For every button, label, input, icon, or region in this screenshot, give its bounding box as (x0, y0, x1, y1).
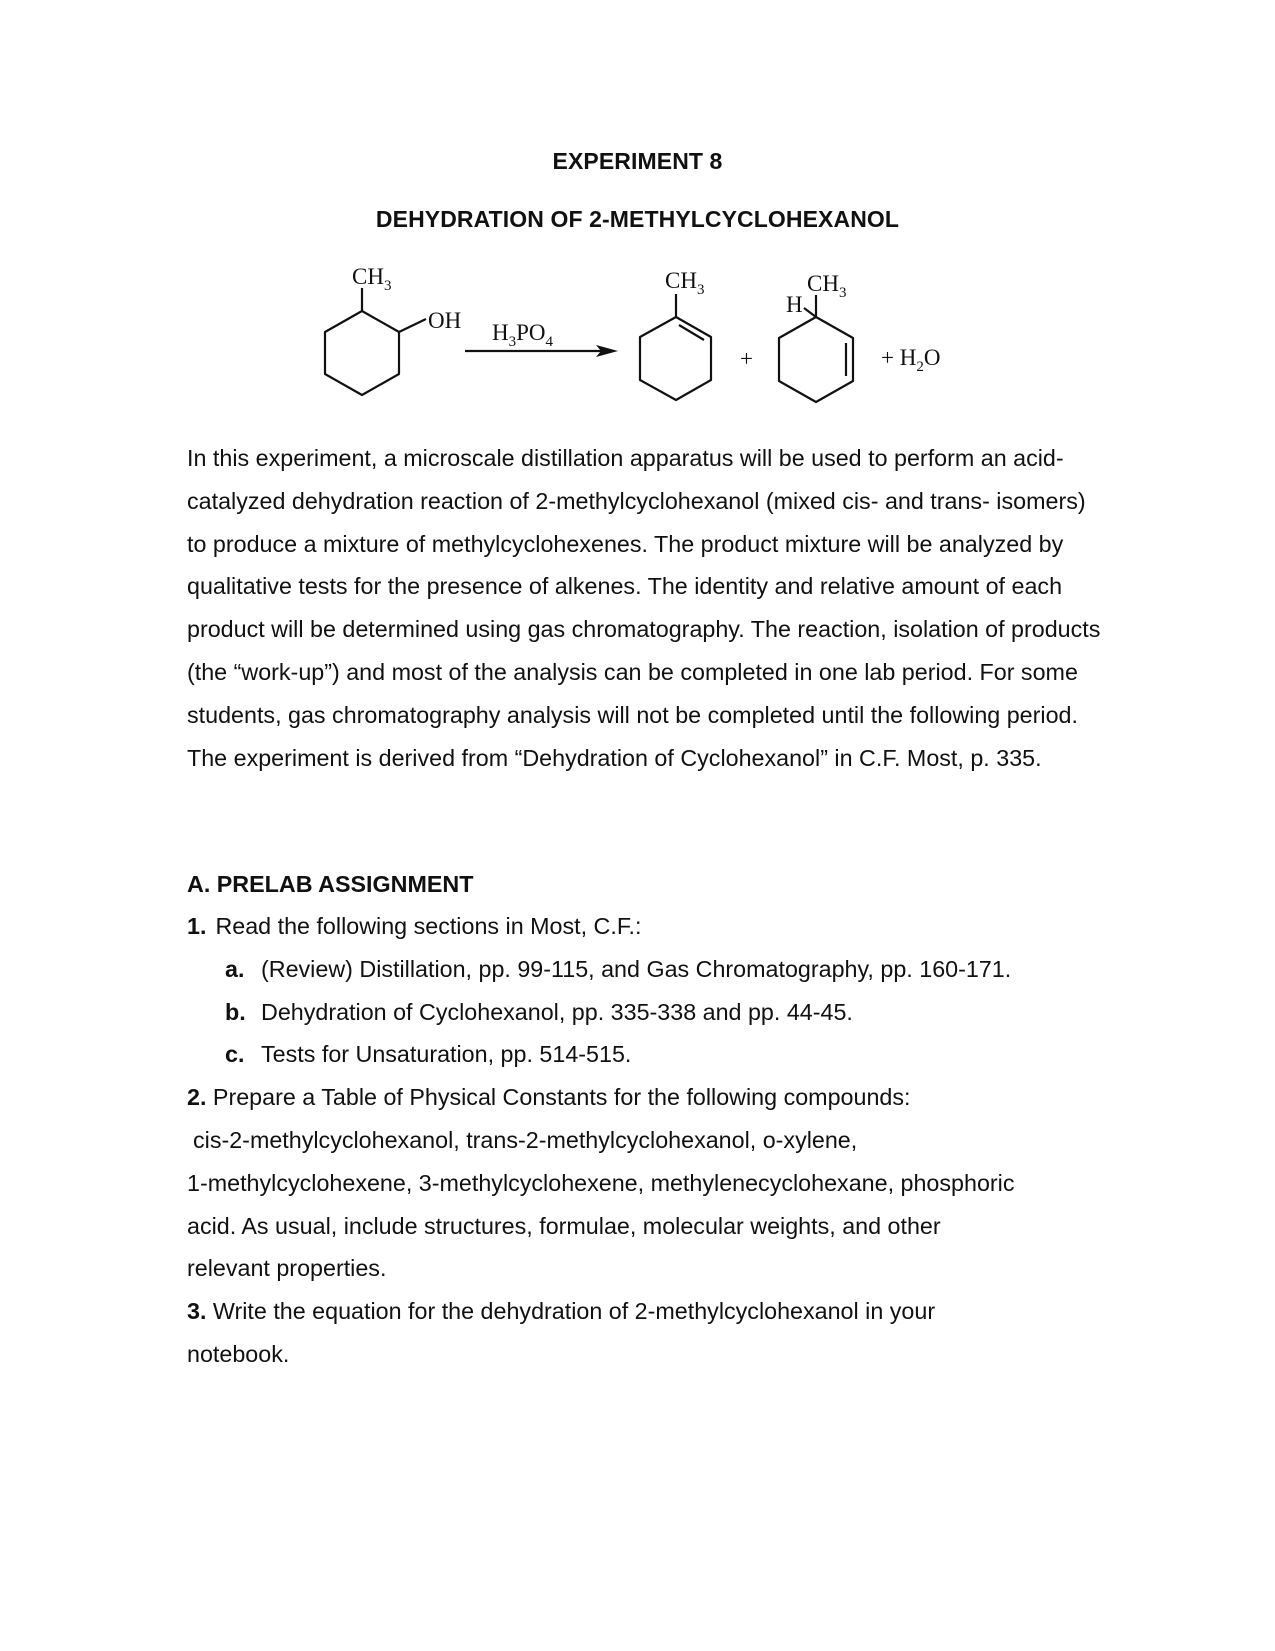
prelab-item-3 (187, 1290, 1107, 1333)
reactant-ch3-label: $CH_3$ (352, 264, 392, 294)
intro-paragraph: In this experiment, a microscale distillation apparatus will be used to perform an acid-catalyzed dehydration reaction of 2-methylcyclohexanol (mixed cis- and trans- isomers) to produce a mixture of methylcyclohexenes. The product mixture will be analyzed by qualitative tests for the presence of alkenes. The identity and relative amount of each product will be determined using gas chromatography. The reaction, isolation of products (the “work-up”) and most of the analysis can be completed in one lab period. For some students, gas chromatography analysis will not be completed until the following period. The experiment is derived from “Dehydration of Cyclohexanol” in C.F. Most, p. 335. (187, 445, 1101, 771)
prelab-list (187, 905, 1107, 1376)
item-text: Prepare a Table of Physical Constants for the following compounds: (206, 1084, 911, 1111)
prelab-item-2 (187, 1076, 1107, 1119)
product1-ring (640, 317, 711, 400)
reactant-oh-bond (399, 319, 426, 332)
product2-h-bond (804, 308, 816, 317)
product1-ch3-label: $CH_3$ (665, 268, 705, 298)
item-number: 1. (187, 913, 207, 939)
catalyst-label: $H_3PO_4$ (492, 320, 554, 350)
prelab-subitem-a (187, 948, 1107, 991)
subitem-letter: c. (225, 1041, 245, 1068)
reactant-oh-label: OH (428, 308, 462, 333)
item-number: 2. (187, 1084, 207, 1111)
prelab-item-2-line4: acid. As usual, include structures, formulae, molecular weights, and other (187, 1212, 941, 1239)
prelab-item-2-line2: cis-2-methylcyclohexanol, trans-2-methylcyclohexanol, o-xylene, (193, 1126, 858, 1153)
product2-h-label: H (786, 292, 803, 317)
item-text: Write the equation for the dehydration of 2-methylcyclohexanol in your (206, 1298, 936, 1325)
prelab-item-3-line2: notebook. (187, 1340, 290, 1367)
prelab-heading: A. PRELAB ASSIGNMENT (187, 871, 474, 897)
product1-double-bond (679, 325, 704, 340)
prelab-item-1 (187, 905, 1107, 948)
product2-ring (779, 317, 853, 402)
experiment-number: EXPERIMENT 8 (552, 148, 723, 174)
subitem-text: Tests for Unsaturation, pp. 514-515. (261, 1041, 632, 1068)
item-text: Read the following sections in Most, C.F.: (215, 913, 642, 939)
reaction-diagram (300, 262, 1020, 432)
plus-sign: + (740, 346, 753, 371)
subitem-letter: b. (225, 998, 246, 1025)
reactant-ring (325, 311, 399, 395)
water-byproduct-label: + $H_2O$ (881, 345, 941, 375)
prelab-item-2-line5: relevant properties. (187, 1255, 387, 1282)
prelab-subitem-b (187, 991, 1107, 1034)
prelab-item-2-line3: 1-methylcyclohexene, 3-methylcyclohexene, methylenecyclohexane, phosphoric (187, 1169, 1015, 1196)
reaction-scheme (300, 262, 1020, 432)
item-number: 3. (187, 1298, 207, 1325)
experiment-title: DEHYDRATION OF 2-METHYLCYCLOHEXANOL (375, 206, 900, 232)
subitem-letter: a. (225, 955, 245, 982)
subitem-text: (Review) Distillation, pp. 99-115, and Gas Chromatography, pp. 160-171. (261, 955, 1012, 982)
subitem-text: Dehydration of Cyclohexanol, pp. 335-338 and pp. 44-45. (261, 998, 853, 1025)
product2-ch3-label: $CH_3$ (807, 271, 847, 301)
prelab-subitem-c (187, 1033, 1107, 1076)
